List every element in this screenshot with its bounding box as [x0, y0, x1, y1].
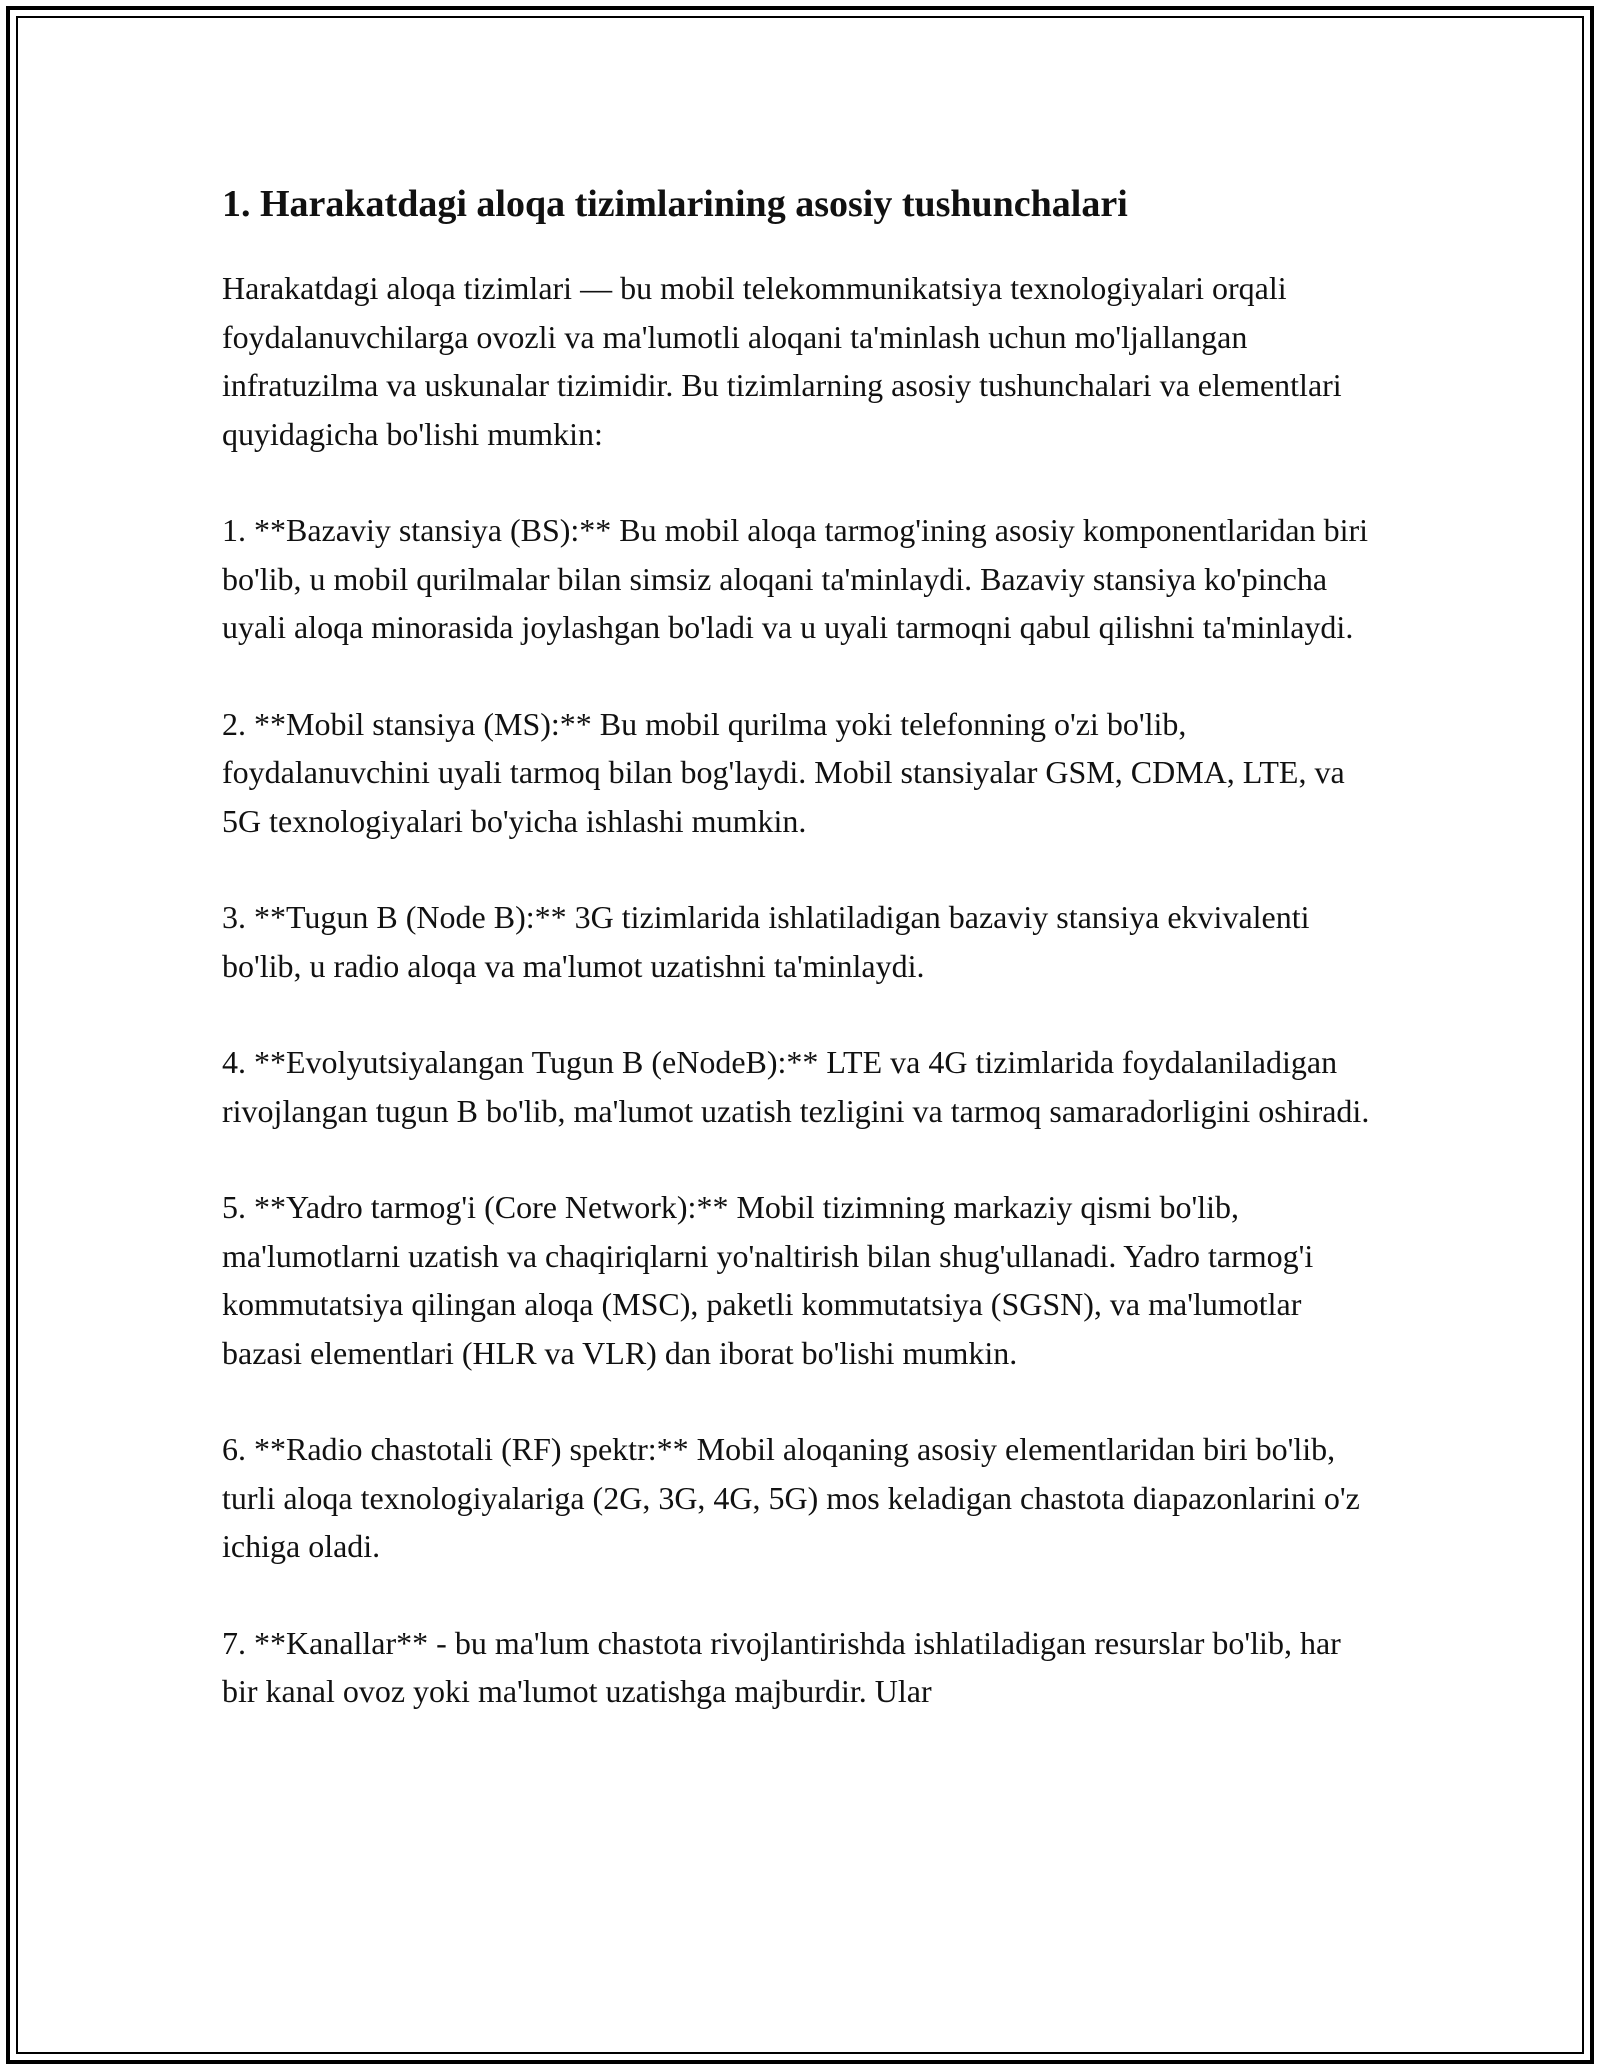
- list-item-enodeb: 4. **Evolyutsiyalangan Tugun B (eNodeB):** LTE va 4G tizimlarida foydalaniladigan rivojlangan tugun B bo'lib, ma'lumot uzatish tezligini va tarmoq samaradorligini oshiradi.: [222, 1044, 1370, 1129]
- list-item-rf-spectrum: 6. **Radio chastotali (RF) spektr:** Mobil aloqaning asosiy elementlaridan biri bo'lib, turli aloqa texnologiyalariga (2G, 3G, 4G, 5G) mos keladigan chastota diapazonlarini o'z ichiga oladi.: [222, 1431, 1360, 1564]
- list-item-node-b: 3. **Tugun B (Node B):** 3G tizimlarida ishlatiladigan bazaviy stansiya ekvivalenti bo'lib, u radio aloqa va ma'lumot uzatishni ta'minlaydi.: [222, 899, 1310, 984]
- list-item-channels: 7. **Kanallar** - bu ma'lum chastota rivojlantirishda ishlatiladigan resurslar bo'lib, har bir kanal ovoz yoki ma'lumot uzatishga majburdir. Ular: [222, 1624, 1341, 1709]
- intro-paragraph: Harakatdagi aloqa tizimlari — bu mobil telekommunikatsiya texnologiyalari orqali foydalanuvchilarga ovozli va ma'lumotli aloqani ta'minlash uchun mo'ljallangan infratuzilma va uskunalar tizimidir. Bu tizimlarning asosiy tushunchalari va elementlari quyidagicha bo'lishi mumkin:: [222, 270, 1342, 452]
- list-item-mobile-station: 2. **Mobil stansiya (MS):** Bu mobil qurilma yoki telefonning o'zi bo'lib, foydalanuvchini uyali tarmoq bilan bog'laydi. Mobil stansiyalar GSM, CDMA, LTE, va 5G texnologiyalari bo'yicha ishlashi mumkin.: [222, 705, 1345, 839]
- document-body: [222, 178, 1372, 1716]
- section-heading: 1. Harakatdagi aloqa tizimlarining asosiy tushunchalari: [222, 183, 1128, 225]
- list-item-base-station: 1. **Bazaviy stansiya (BS):** Bu mobil aloqa tarmog'ining asosiy komponentlaridan biri bo'lib, u mobil qurilmalar bilan simsiz aloqani ta'minlaydi. Bazaviy stansiya ko'pincha uyali aloqa minorasida joylashgan bo'ladi va u uyali tarmoqni qabul qilishni ta'minlaydi.: [222, 512, 1369, 645]
- list-item-core-network: 5. **Yadro tarmog'i (Core Network):** Mobil tizimning markaziy qismi bo'lib, ma'lumotlarni uzatish va chaqiriqlarni yo'naltirish bilan shug'ullanadi. Yadro tarmog'i kommutatsiya qilingan aloqa (MSC), paketli kommutatsiya (SGSN), va ma'lumotlar bazasi elementlari (HLR va VLR) dan iborat bo'lishi mumkin.: [222, 1189, 1314, 1371]
